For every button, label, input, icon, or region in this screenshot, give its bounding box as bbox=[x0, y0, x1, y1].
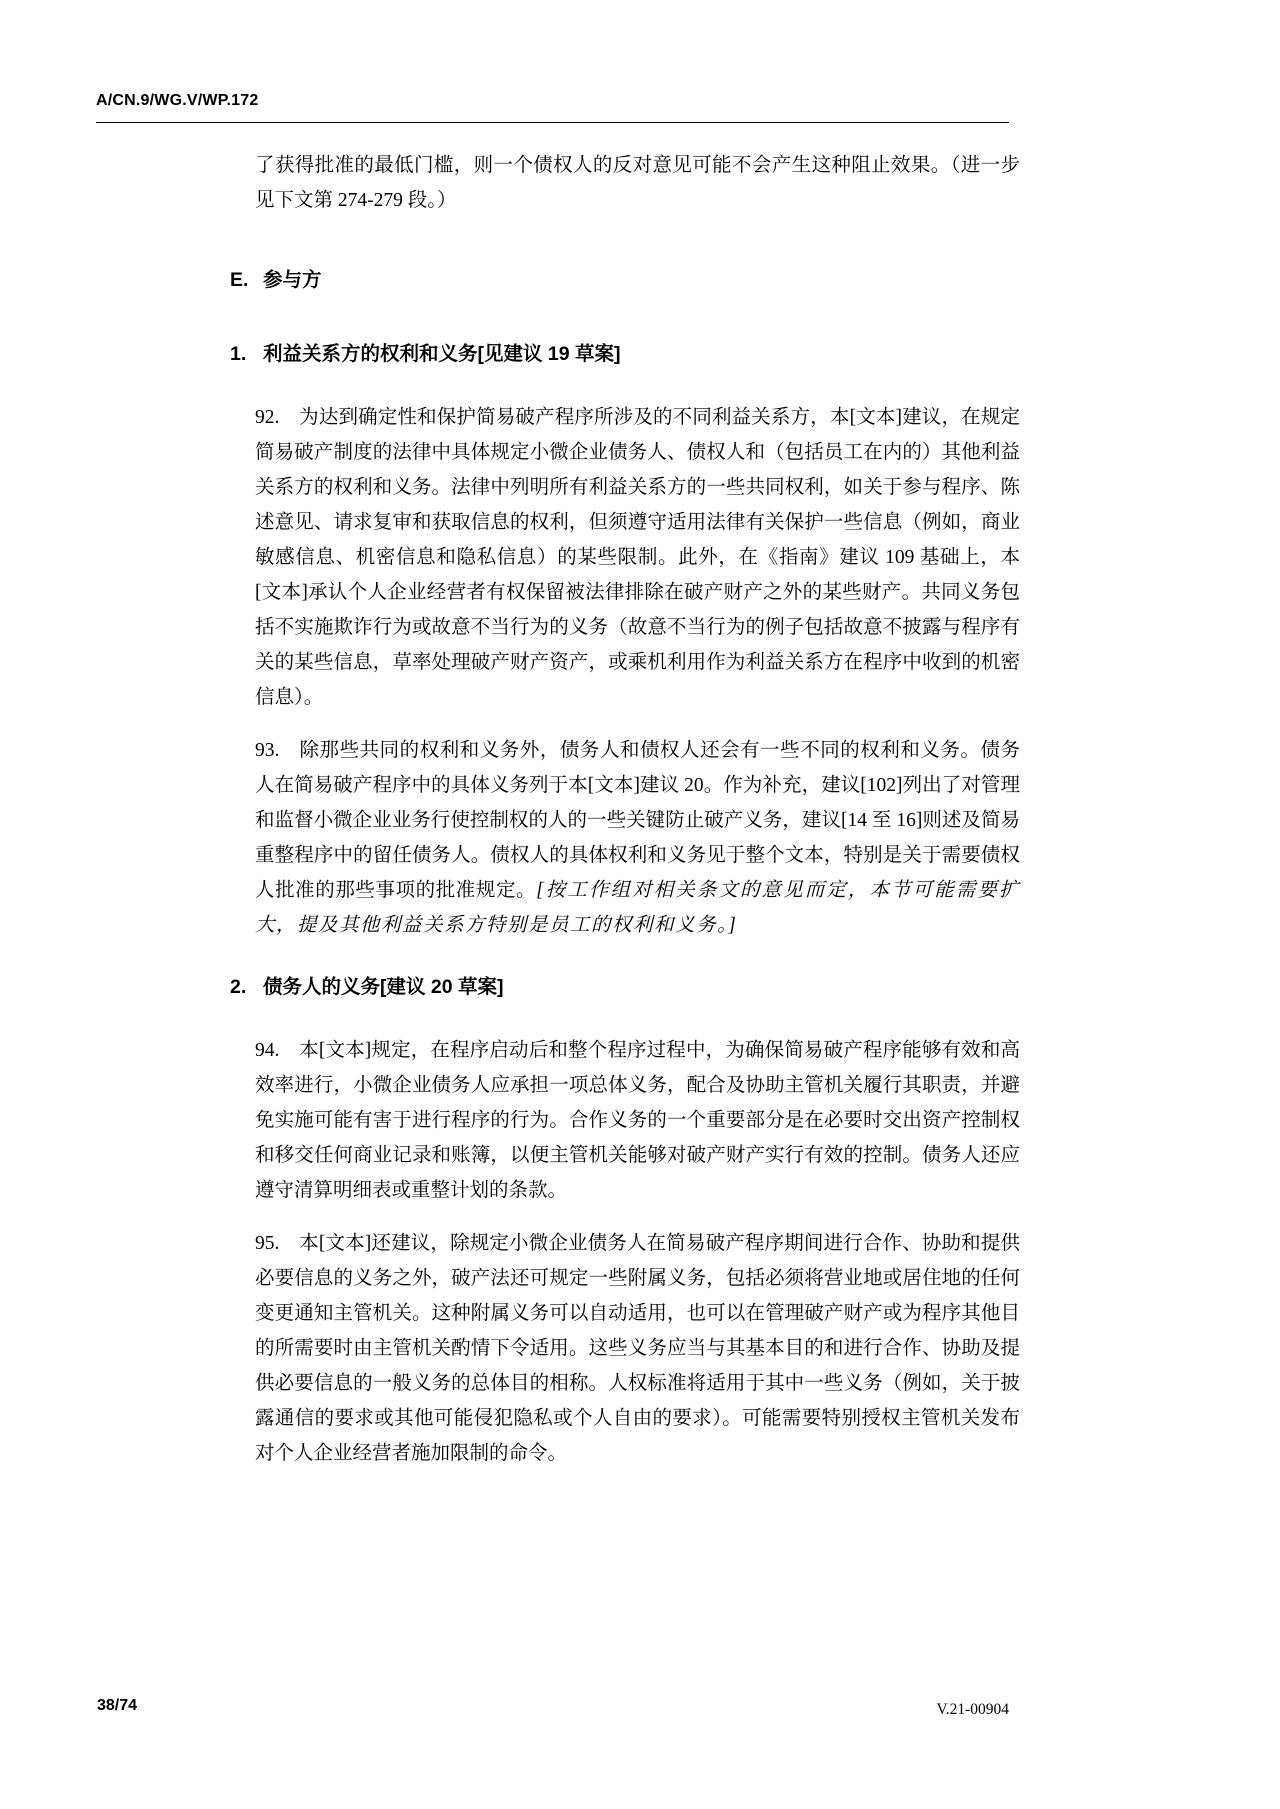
paragraph-94 bbox=[230, 1033, 1020, 1208]
paragraph-text: 为达到确定性和保护简易破产程序所涉及的不同利益关系方，本[文本]建议，在规定简易破产制度的法律中具体规定小微企业债务人、债权人和（包括员工在内的）其他利益关系方的权利和义务。法律中列明所有利益关系方的一些共同权利，如关于参与程序、陈述意见、请求复审和获取信息的权利，但须遵守适用法律有关保护一些信息（例如，商业敏感信息、机密信息和隐私信息）的某些限制。此外，在《指南》建议 109 基础上，本[文本]承认个人企业经营者有权保留被法律排除在破产财产之外的某些财产。共同义务包括不实施欺诈行为或故意不当行为的义务（故意不当行为的例子包括故意不披露与程序有关的某些信息，草率处理破产财产资产，或乘机利用作为利益关系方在程序中收到的机密信息）。 bbox=[255, 407, 1020, 708]
paragraph-92 bbox=[230, 400, 1020, 715]
subsection-title: 债务人的义务[建议 20 草案] bbox=[263, 976, 504, 998]
paragraph-continuation: 了获得批准的最低门槛，则一个债权人的反对意见可能不会产生这种阻止效果。（进一步见下文第 274-279 段。） bbox=[255, 155, 1020, 211]
paragraph-text: 本[文本]规定，在程序启动后和整个程序过程中，为确保简易破产程序能够有效和高效率进行，小微企业债务人应承担一项总体义务，配合及协助主管机关履行其职责，并避免实施可能有害于进行程序的行为。合作义务的一个重要部分是在必要时交出资产控制权和移交任何商业记录和账簿，以便主管机关能够对破产财产实行有效的控制。债务人还应遵守清算明细表或重整计划的条款。 bbox=[255, 1040, 1020, 1201]
paragraph-number: 94. bbox=[255, 1040, 280, 1061]
section-title: 参与方 bbox=[263, 269, 322, 291]
paragraph-number: 93. bbox=[255, 740, 280, 761]
subsection-title: 利益关系方的权利和义务[见建议 19 草案] bbox=[263, 343, 621, 365]
document-header bbox=[96, 92, 1009, 110]
footer-page-number: 38/74 bbox=[97, 1697, 138, 1714]
paragraph-number: 92. bbox=[255, 407, 280, 428]
subsection-number: 1. bbox=[230, 343, 247, 365]
subsection-number: 2. bbox=[230, 976, 247, 998]
subsection-heading-2 bbox=[230, 973, 1020, 1001]
section-heading-e bbox=[230, 266, 1020, 294]
section-number: E. bbox=[230, 269, 249, 291]
document-body bbox=[230, 140, 1020, 1471]
paragraph-95 bbox=[230, 1226, 1020, 1471]
paragraph-number: 95. bbox=[255, 1233, 280, 1254]
paragraph-text: 除那些共同的权利和义务外，债务人和债权人还会有一些不同的权利和义务。债务人在简易破产程序中的具体义务列于本[文本]建议 20。作为补充，建议[102]列出了对管理和监督小微企业业务行使控制权的人的一些关键防止破产义务，建议[14 至 16]则述及简易重整程序中的留任债务人。债权人的具体权利和义务见于整个文本，特别是关于需要债权人批准的那些事项的批准规定。 bbox=[255, 740, 1020, 901]
editorial-note: [按工作组对相关条文的意见而定，本节可能需要扩大，提及其他利益关系方特别是员工的权利和义务。] bbox=[255, 880, 1020, 936]
document-symbol: A/CN.9/WG.V/WP.172 bbox=[96, 92, 259, 109]
paragraph-text: 本[文本]还建议，除规定小微企业债务人在简易破产程序期间进行合作、协助和提供必要信息的义务之外，破产法还可规定一些附属义务，包括必须将营业地或居住地的任何变更通知主管机关。这种附属义务可以自动适用，也可以在管理破产财产或为程序其他目的所需要时由主管机关酌情下令适用。这些义务应当与其基本目的和进行合作、协助及提供必要信息的一般义务的总体目的相称。人权标准将适用于其中一些义务（例如，关于披露通信的要求或其他可能侵犯隐私或个人自由的要求）。可能需要特别授权主管机关发布对个人企业经营者施加限制的命令。 bbox=[255, 1233, 1020, 1464]
subsection-heading-1 bbox=[230, 340, 1020, 368]
header-divider-rule bbox=[96, 122, 1009, 123]
paragraph-93 bbox=[230, 733, 1020, 943]
footer-doc-id: V.21-00904 bbox=[936, 1701, 1009, 1718]
